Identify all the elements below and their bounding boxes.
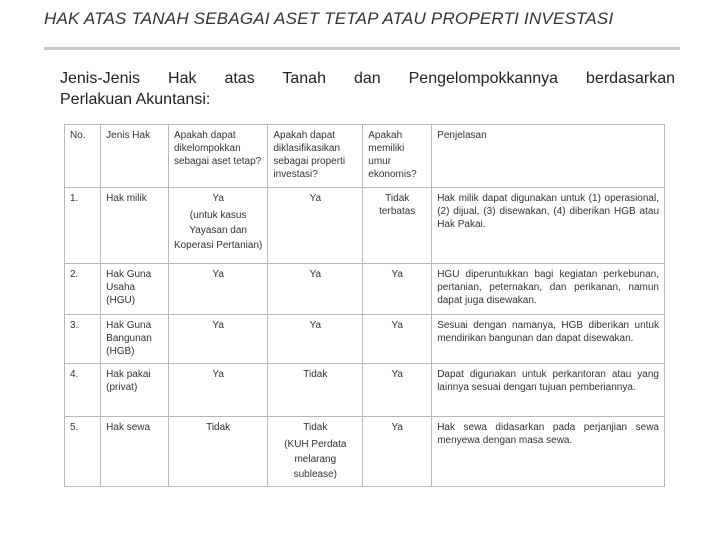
table-row: [65, 188, 665, 264]
cell-note: (KUH Perdata melarang sublease): [284, 439, 347, 480]
cell-penjelasan: HGU diperuntukkan bagi kegiatan perkebunan, pertanian, peternakan, dan perikanan, namun dapat juga disewakan.: [432, 264, 665, 315]
header-properti-investasi: Apakah dapat diklasifikasikan sebagai properti investasi?: [268, 125, 363, 188]
cell-umur-ekonomis: Ya: [363, 417, 432, 487]
cell-no: 1.: [65, 188, 101, 264]
cell-properti-investasi: Ya: [268, 264, 363, 315]
cell-penjelasan: Dapat digunakan untuk perkantoran atau yang lainnya sesuai dengan tujuan pemberiannya.: [432, 364, 665, 417]
table-row: [65, 264, 665, 315]
cell-note: (untuk kasus Yayasan dan Koperasi Pertanian): [173, 210, 263, 251]
cell-no: 3.: [65, 315, 101, 364]
cell-umur-ekonomis: Ya: [363, 315, 432, 364]
cell-aset-tetap: Ya: [168, 364, 267, 417]
land-rights-table: [64, 124, 665, 487]
title-divider: [44, 47, 680, 50]
header-jenis-hak: Jenis Hak: [101, 125, 169, 188]
slide-title: HAK ATAS TANAH SEBAGAI ASET TETAP ATAU PROPERTI INVESTASI: [44, 9, 614, 28]
cell-properti-investasi: [268, 417, 363, 487]
cell-no: 5.: [65, 417, 101, 487]
slide-subtitle-continued: Perlakuan Akuntansi:: [60, 91, 211, 108]
cell-jenis-hak: Hak pakai (privat): [101, 364, 169, 417]
header-no: No.: [65, 125, 101, 188]
cell-umur-ekonomis: Tidak terbatas: [363, 188, 432, 264]
cell-no: 4.: [65, 364, 101, 417]
header-aset-tetap: Apakah dapat dikelompokkan sebagai aset tetap?: [168, 125, 267, 188]
slide-subtitle: Jenis-Jenis Hak atas Tanah dan Pengelompokkannya berdasarkan: [60, 70, 675, 87]
header-penjelasan: Penjelasan: [432, 125, 665, 188]
table-row: [65, 364, 665, 417]
cell-aset-tetap: Ya: [168, 315, 267, 364]
table-row: [65, 417, 665, 487]
cell-properti-investasi: Ya: [268, 315, 363, 364]
cell-umur-ekonomis: Ya: [363, 264, 432, 315]
cell-umur-ekonomis: Ya: [363, 364, 432, 417]
cell-jenis-hak: Hak Guna Bangunan (HGB): [101, 315, 169, 364]
cell-value: Tidak: [303, 422, 328, 433]
cell-jenis-hak: Hak milik: [101, 188, 169, 264]
cell-aset-tetap: Ya: [168, 264, 267, 315]
table-row: [65, 315, 665, 364]
cell-aset-tetap: Tidak: [168, 417, 267, 487]
cell-value: Ya: [212, 193, 224, 204]
cell-penjelasan: Hak sewa didasarkan pada perjanjian sewa menyewa dengan masa sewa.: [432, 417, 665, 487]
cell-aset-tetap: [168, 188, 267, 264]
cell-no: 2.: [65, 264, 101, 315]
header-umur-ekonomis: Apakah memiliki umur ekonomis?: [363, 125, 432, 188]
table-header-row: [65, 125, 665, 188]
cell-properti-investasi: Ya: [268, 188, 363, 264]
cell-jenis-hak: Hak sewa: [101, 417, 169, 487]
cell-jenis-hak: Hak Guna Usaha (HGU): [101, 264, 169, 315]
cell-penjelasan: Sesuai dengan namanya, HGB diberikan untuk mendirikan bangunan dan dapat disewakan.: [432, 315, 665, 364]
cell-properti-investasi: Tidak: [268, 364, 363, 417]
cell-penjelasan: Hak milik dapat digunakan untuk (1) operasional, (2) dijual, (3) disewakan, (4) diberikan HGB atau Hak Pakai.: [432, 188, 665, 264]
